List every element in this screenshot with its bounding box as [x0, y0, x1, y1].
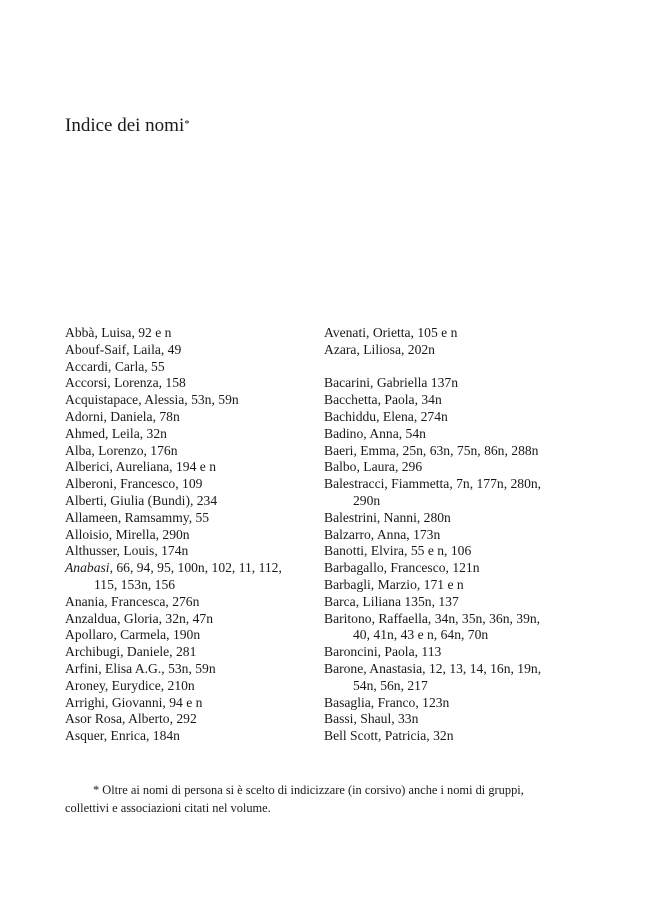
index-entry [65, 510, 315, 527]
index-entry [324, 543, 574, 560]
index-entry [324, 409, 574, 426]
index-entry-continuation [324, 627, 574, 644]
index-entry [65, 594, 315, 611]
index-entry [324, 661, 574, 678]
index-entry-text: Acquistapace, Alessia, 53n, 59n [65, 392, 239, 408]
index-column-right [324, 325, 574, 745]
index-entry-text: Balestracci, Fiammetta, 7n, 177n, 280n, [324, 476, 542, 492]
index-entry [324, 594, 574, 611]
index-entry [65, 527, 315, 544]
index-entry-text: Allameen, Ramsammy, 55 [65, 509, 210, 525]
index-entry [65, 493, 315, 510]
index-entry [65, 678, 315, 695]
index-entry-text: 290n [353, 492, 381, 508]
index-entry-text: 54n, 56n, 217 [353, 677, 428, 693]
index-entry-text: 115, 153n, 156 [94, 576, 176, 592]
index-entry-text: Arfini, Elisa A.G., 53n, 59n [65, 660, 216, 676]
index-entry [65, 359, 315, 376]
index-entry [65, 627, 315, 644]
index-entry-text: Bacarini, Gabriella 137n [324, 375, 458, 391]
index-entry [65, 459, 315, 476]
index-entry-text: Baroncini, Paola, 113 [324, 644, 442, 660]
index-entry-text: Ahmed, Leila, 32n [65, 425, 167, 441]
index-entry-text: Bacchetta, Paola, 34n [324, 392, 442, 408]
index-entry-text: Asquer, Enrica, 184n [65, 728, 180, 744]
index-entry-text: Alberoni, Francesco, 109 [65, 476, 203, 492]
footnote-marker: * [184, 118, 190, 130]
index-entry [324, 510, 574, 527]
index-entry-text: Alloisio, Mirella, 290n [65, 526, 190, 542]
index-entry [324, 711, 574, 728]
index-entry [324, 443, 574, 460]
index-entry-text: Arrighi, Giovanni, 94 e n [65, 694, 203, 710]
index-entry-text: Apollaro, Carmela, 190n [65, 627, 201, 643]
index-entry-text: Alberti, Giulia (Bundi), 234 [65, 492, 218, 508]
index-entry-text: Bachiddu, Elena, 274n [324, 408, 448, 424]
index-entry-text: Adorni, Daniela, 78n [65, 408, 180, 424]
index-entry-text: Balbo, Laura, 296 [324, 459, 423, 475]
index-entry [324, 527, 574, 544]
index-entry-text: Anania, Francesca, 276n [65, 593, 200, 609]
index-entry-continuation [324, 678, 574, 695]
index-column-left [65, 325, 315, 745]
index-entry [65, 543, 315, 560]
index-entry-text: Asor Rosa, Alberto, 292 [65, 711, 197, 727]
index-entry [65, 711, 315, 728]
index-entry-text: Aroney, Eurydice, 210n [65, 677, 195, 693]
index-entry [324, 644, 574, 661]
index-entry [324, 426, 574, 443]
index-entry [65, 728, 315, 745]
index-entry [324, 325, 574, 342]
index-entry-text: Azara, Liliosa, 202n [324, 341, 435, 357]
index-entry-text: Abouf-Saif, Laila, 49 [65, 341, 182, 357]
index-entry-text: Baeri, Emma, 25n, 63n, 75n, 86n, 288n [324, 442, 539, 458]
index-entry [324, 392, 574, 409]
index-entry [324, 577, 574, 594]
index-entry [65, 644, 315, 661]
index-entry [324, 459, 574, 476]
index-entry-text: Balestrini, Nanni, 280n [324, 509, 451, 525]
page-title [65, 114, 190, 138]
index-entry-text: Archibugi, Daniele, 281 [65, 644, 197, 660]
index-entry [324, 560, 574, 577]
index-entry-text: Bell Scott, Patricia, 32n [324, 728, 454, 744]
footnote-line: * Oltre ai nomi di persona si è scelto di indicizzare (in corsivo) anche i nomi di gruppi, [93, 783, 524, 797]
index-entry-continuation [324, 493, 574, 510]
index-entry-text: , 66, 94, 95, 100n, 102, 11, 112, [109, 560, 282, 576]
page-title-text: Indice dei nomi [65, 115, 185, 136]
index-entry-text: Alberici, Aureliana, 194 e n [65, 459, 216, 475]
index-gap [324, 359, 574, 376]
index-entry-text: 40, 41n, 43 e n, 64n, 70n [353, 627, 489, 643]
index-entry-text: Accardi, Carla, 55 [65, 358, 165, 374]
index-entry-text: Balzarro, Anna, 173n [324, 526, 441, 542]
index-entry [65, 342, 315, 359]
index-entry [324, 695, 574, 712]
index-entry-italic: Anabasi [65, 560, 110, 576]
index-entry [324, 611, 574, 628]
index-entry [65, 560, 315, 577]
index-entry [324, 375, 574, 392]
index-entry-text: Baritono, Raffaella, 34n, 35n, 36n, 39n, [324, 610, 541, 626]
index-entry-text: Banotti, Elvira, 55 e n, 106 [324, 543, 472, 559]
index-entry-text: Avenati, Orietta, 105 e n [324, 325, 458, 340]
index-entry [324, 476, 574, 493]
index-entry [65, 426, 315, 443]
index-entry-text: Barbagli, Marzio, 171 e n [324, 576, 464, 592]
index-entry [65, 392, 315, 409]
index-entry-text: Barone, Anastasia, 12, 13, 14, 16n, 19n, [324, 660, 542, 676]
index-entry-text: Accorsi, Lorenza, 158 [65, 375, 186, 391]
index-entry-text: Basaglia, Franco, 123n [324, 694, 450, 710]
index-entry [65, 325, 315, 342]
index-entry-text: Abbà, Luisa, 92 e n [65, 325, 172, 340]
index-entry [324, 342, 574, 359]
index-entry [324, 728, 574, 745]
index-entry-text: Badino, Anna, 54n [324, 425, 426, 441]
index-entry [65, 375, 315, 392]
index-entry-text: Althusser, Louis, 174n [65, 543, 189, 559]
index-entry-text: Bassi, Shaul, 33n [324, 711, 419, 727]
index-entry [65, 661, 315, 678]
index-entry [65, 695, 315, 712]
index-entry [65, 443, 315, 460]
footnote-line: collettivi e associazioni citati nel volume. [65, 801, 271, 815]
index-entry-continuation [65, 577, 315, 594]
index-entry [65, 611, 315, 628]
index-entry-text: Anzaldua, Gloria, 32n, 47n [65, 610, 213, 626]
footnote [65, 781, 570, 817]
index-entry-text: Barbagallo, Francesco, 121n [324, 560, 480, 576]
index-entry [65, 476, 315, 493]
index-entry-text: Alba, Lorenzo, 176n [65, 442, 178, 458]
index-entry-text: Barca, Liliana 135n, 137 [324, 593, 459, 609]
index-entry [65, 409, 315, 426]
